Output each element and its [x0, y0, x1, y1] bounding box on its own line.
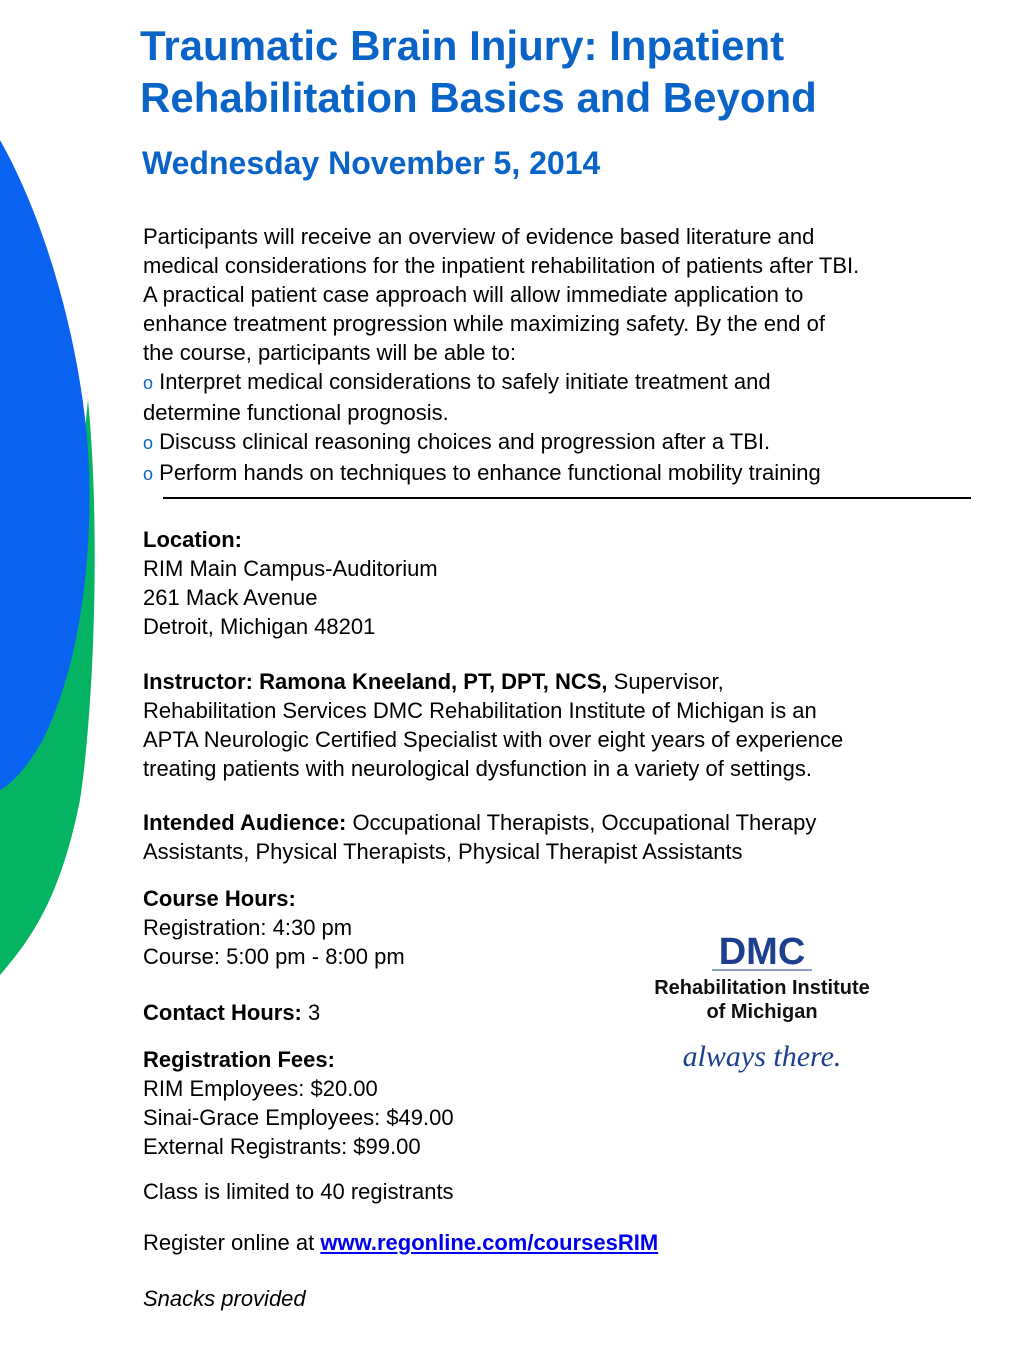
instructor-title: Supervisor, [613, 669, 724, 694]
contact-hours-label: Contact Hours: [143, 1000, 302, 1025]
instructor-label: Instructor: Ramona Kneeland, PT, DPT, NCS, [143, 669, 608, 694]
fee-item: RIM Employees: $20.00 [143, 1076, 378, 1101]
registration-time: Registration: 4:30 pm [143, 915, 353, 940]
instructor-bio-line: APTA Neurologic Certified Specialist with over eight years of experience [143, 727, 844, 752]
course-hours-label: Course Hours: [143, 886, 296, 911]
register-section [143, 1228, 1013, 1257]
location-line: RIM Main Campus-Auditorium [143, 556, 438, 581]
location-line: 261 Mack Avenue [143, 585, 318, 610]
class-limit: Class is limited to 40 registrants [143, 1179, 454, 1204]
section-divider [163, 497, 971, 499]
instructor-first-line [143, 667, 1013, 696]
registration-link[interactable]: www.regonline.com/coursesRIM [320, 1230, 659, 1255]
title-line-2: Rehabilitation Basics and Beyond [140, 74, 817, 121]
audience-text: Occupational Therapists, Occupational Therapy [352, 810, 817, 835]
instructor-bio-line: treating patients with neurological dysfunction in a variety of settings. [143, 756, 812, 781]
description-line: the course, participants will be able to: [143, 340, 516, 365]
contact-hours-value: 3 [308, 1000, 321, 1025]
audience-label: Intended Audience: [143, 810, 347, 835]
logo-name-line-1: Rehabilitation Institute [654, 977, 870, 999]
logo-name-line-2: of Michigan [706, 1001, 818, 1023]
bullet-circle-icon: o [143, 464, 154, 484]
location-line: Detroit, Michigan 48201 [143, 614, 376, 639]
description-line: Participants will receive an overview of evidence based literature and [143, 224, 815, 249]
logo-brand: DMC [718, 931, 806, 973]
instructor-section [143, 667, 1013, 783]
objective-item [143, 427, 1023, 458]
audience-first-line [143, 808, 1013, 837]
objective-item [143, 458, 1023, 489]
page-title [140, 20, 1020, 124]
location-label: Location: [143, 527, 242, 552]
audience-section [143, 808, 1013, 866]
description-line: A practical patient case approach will allow immediate application to [143, 282, 804, 307]
dmc-rim-logo [626, 930, 898, 1080]
fee-item: External Registrants: $99.00 [143, 1134, 421, 1159]
objective-item [143, 367, 1023, 398]
decorative-side-shapes [0, 0, 140, 1365]
title-line-1: Traumatic Brain Injury: Inpatient [140, 22, 785, 69]
logo-tagline: always there. [682, 1040, 842, 1073]
location-section [143, 525, 1013, 641]
description-line: medical considerations for the inpatient rehabilitation of patients after TBI. [143, 253, 860, 278]
snacks-note: Snacks provided [143, 1286, 306, 1311]
bullet-circle-icon: o [143, 433, 154, 453]
objective-text: Interpret medical considerations to safely initiate treatment and [159, 369, 771, 394]
bullet-circle-icon: o [143, 373, 154, 393]
objective-text: Discuss clinical reasoning choices and progression after a TBI. [159, 429, 771, 454]
course-time: Course: 5:00 pm - 8:00 pm [143, 944, 405, 969]
objective-text: Perform hands on techniques to enhance functional mobility training [159, 460, 821, 485]
instructor-bio-line: Rehabilitation Services DMC Rehabilitation Institute of Michigan is an [143, 698, 817, 723]
objective-continuation: determine functional prognosis. [143, 400, 449, 425]
description-line: enhance treatment progression while maximizing safety. By the end of [143, 311, 825, 336]
event-date: Wednesday November 5, 2014 [142, 145, 601, 181]
fees-label: Registration Fees: [143, 1047, 335, 1072]
register-text: Register online at [143, 1230, 315, 1255]
audience-line: Assistants, Physical Therapists, Physical Therapist Assistants [143, 839, 743, 864]
fee-item: Sinai-Grace Employees: $49.00 [143, 1105, 454, 1130]
course-description [143, 222, 1023, 489]
